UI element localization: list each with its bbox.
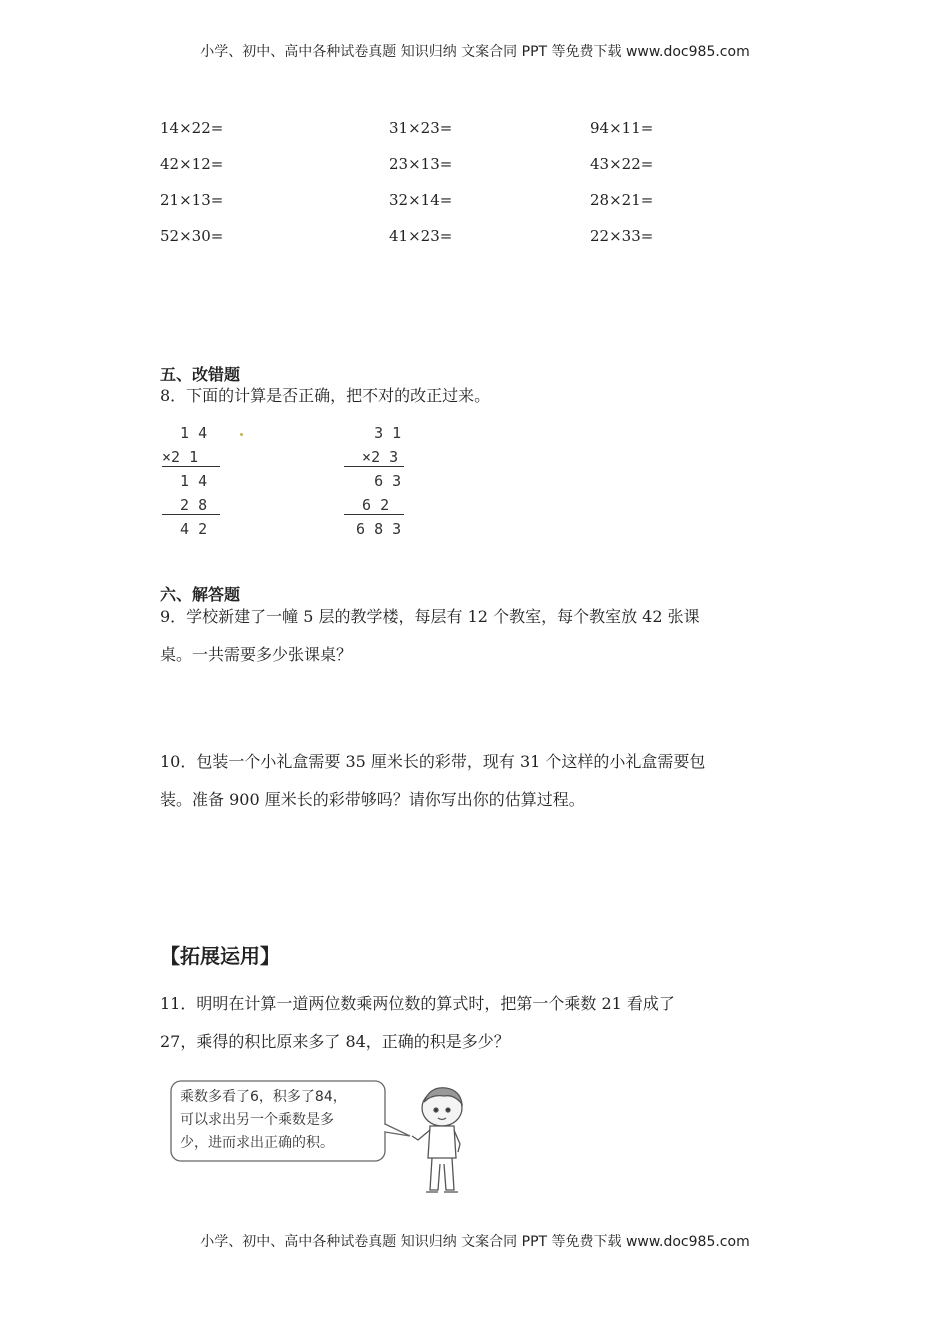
page-header: 小学、初中、高中各种试卷真题 知识归纳 文案合同 PPT 等免费下载 www.doc985.com bbox=[200, 44, 750, 60]
calc-line: 1 4 bbox=[162, 472, 208, 490]
page-footer: 小学、初中、高中各种试卷真题 知识归纳 文案合同 PPT 等免费下载 www.doc985.com bbox=[200, 1234, 750, 1250]
calc-item: 28×21= bbox=[590, 191, 654, 209]
section6-title: 六、解答题 bbox=[160, 585, 241, 604]
question-10-line2: 装。准备 900 厘米长的彩带够吗？请你写出你的估算过程。 bbox=[160, 790, 585, 809]
calc-line: 6 2 bbox=[344, 496, 404, 515]
calc-line: 6 8 3 bbox=[338, 520, 402, 538]
question-11-line2: 27，乘得的积比原来多了 84，正确的积是多少？ bbox=[160, 1032, 510, 1051]
speech-bubble bbox=[170, 1080, 410, 1164]
boy-illustration bbox=[400, 1080, 480, 1200]
calc-line: 3 1 bbox=[338, 424, 402, 442]
vertical-calc-a bbox=[162, 424, 232, 544]
calc-line: 4 2 bbox=[162, 520, 208, 538]
section5-title: 五、改错题 bbox=[160, 365, 241, 384]
question-9-line1: 9．学校新建了一幢 5 层的教学楼，每层有 12 个教室，每个教室放 42 张课 bbox=[160, 607, 700, 626]
question-8: 8．下面的计算是否正确，把不对的改正过来。 bbox=[160, 386, 491, 405]
question-9-line2: 桌。一共需要多少张课桌？ bbox=[160, 645, 353, 664]
question-10-line1: 10．包装一个小礼盒需要 35 厘米长的彩带，现有 31 个这样的小礼盒需要包 bbox=[160, 752, 706, 771]
vertical-calc-b bbox=[338, 424, 418, 544]
calc-item: 21×13= bbox=[160, 191, 224, 209]
calc-item: 32×14= bbox=[389, 191, 453, 209]
calc-line: ×2 1 bbox=[162, 448, 220, 467]
calc-line: 2 8 bbox=[162, 496, 220, 515]
calc-item: 23×13= bbox=[389, 155, 453, 173]
calc-line: 6 3 bbox=[338, 472, 402, 490]
stray-dot bbox=[240, 433, 243, 436]
bubble-line: 少，进而求出正确的积。 bbox=[180, 1135, 334, 1151]
extension-title: 【拓展运用】 bbox=[160, 944, 280, 968]
bubble-line: 可以求出另一个乘数是多 bbox=[180, 1112, 334, 1128]
bubble-line: 乘数多看了6，积多了84， bbox=[180, 1089, 347, 1105]
calc-item: 41×23= bbox=[389, 227, 453, 245]
calc-line: 1 4 bbox=[162, 424, 208, 442]
calc-item: 14×22= bbox=[160, 119, 224, 137]
calc-item: 42×12= bbox=[160, 155, 224, 173]
calc-item: 94×11= bbox=[590, 119, 654, 137]
calc-item: 31×23= bbox=[389, 119, 453, 137]
calc-line: ×2 3 bbox=[344, 448, 404, 467]
calc-item: 52×30= bbox=[160, 227, 224, 245]
calc-item: 43×22= bbox=[590, 155, 654, 173]
question-11-line1: 11．明明在计算一道两位数乘两位数的算式时，把第一个乘数 21 看成了 bbox=[160, 994, 675, 1013]
calc-item: 22×33= bbox=[590, 227, 654, 245]
